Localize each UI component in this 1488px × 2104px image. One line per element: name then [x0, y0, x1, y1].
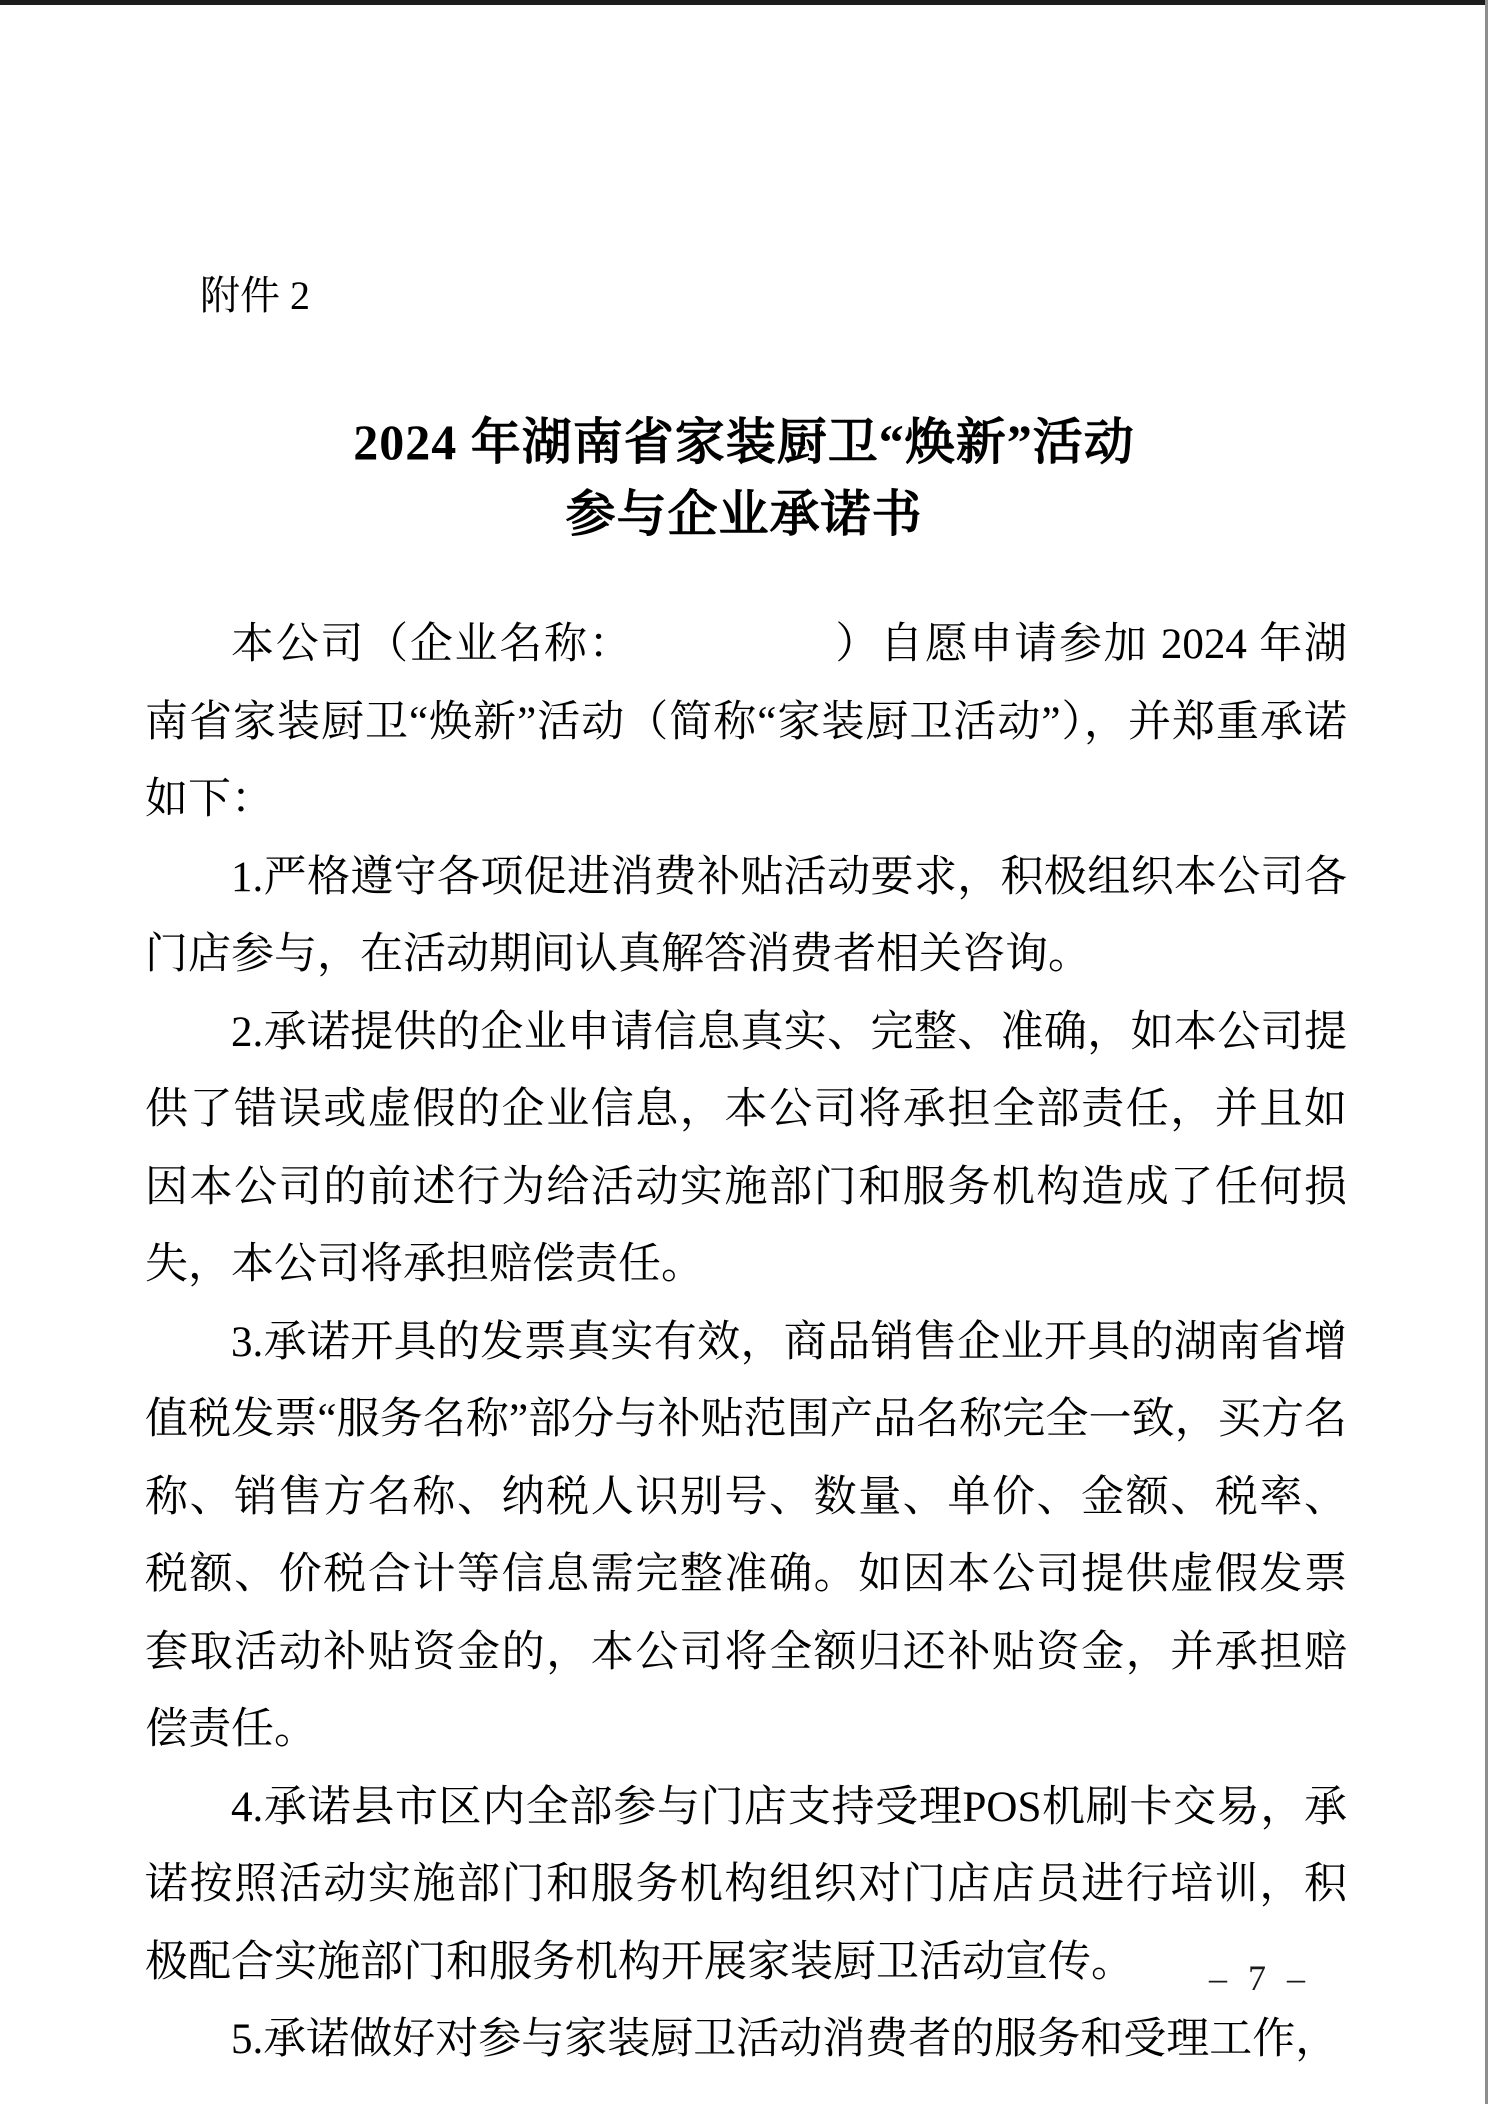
document-title — [0, 406, 1488, 550]
document-body — [145, 606, 1347, 2079]
document-title-line1: 2024 年湖南省家装厨卫“焕新”活动 — [353, 414, 1135, 470]
document-title-line2: 参与企业承诺书 — [565, 486, 923, 542]
scan-edge-top — [0, 0, 1488, 5]
paragraph-item-5: 5.承诺做好对参与家装厨卫活动消费者的服务和受理工作， — [231, 2016, 1339, 2063]
attachment-label: 附件 2 — [200, 273, 310, 318]
page-number: – 7 – — [1209, 1958, 1311, 1998]
paragraph-item-3: 3.承诺开具的发票真实有效，商品销售企业开具的湖南省增值税发票“服务名称”部分与补贴范围产品名称完全一致，买方名称、销售方名称、纳税人识别号、数量、单价、金额、税率、税额、价税合计等信息需完整准确。如因本公司提供虚假发票套取活动补贴资金的，本公司将全额归还补贴资金，并承担赔偿责任。 — [145, 1318, 1347, 1753]
paragraph-item-4: 4.承诺县市区内全部参与门店支持受理POS机刷卡交易，承诺按照活动实施部门和服务机构组织对门店店员进行培训，积极配合实施部门和服务机构开展家装厨卫活动宣传。 — [145, 1783, 1347, 1986]
paragraph-intro: 本公司（企业名称： ）自愿申请参加 2024 年湖南省家装厨卫“焕新”活动（简称“家装厨卫活动”），并郑重承诺如下： — [145, 621, 1347, 823]
paragraph-item-1: 1.严格遵守各项促进消费补贴活动要求，积极组织本公司各门店参与，在活动期间认真解答消费者相关咨询。 — [145, 853, 1347, 978]
paragraph-item-2: 2.承诺提供的企业申请信息真实、完整、准确，如本公司提供了错误或虚假的企业信息，本公司将承担全部责任，并且如因本公司的前述行为给活动实施部门和服务机构造成了任何损失，本公司将承担赔偿责任。 — [145, 1008, 1347, 1288]
